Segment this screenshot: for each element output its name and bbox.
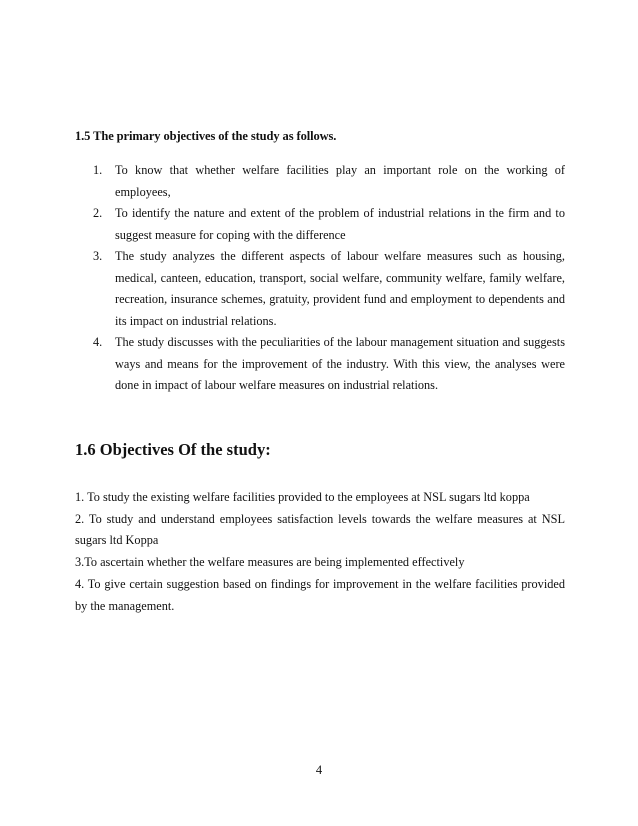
list-item — [93, 332, 565, 397]
list-item-text: To know that whether welfare facilities play an important role on the working of employees, — [115, 163, 565, 199]
paragraph-item: 1. To study the existing welfare facilities provided to the employees at NSL sugars ltd koppa — [75, 490, 530, 504]
list-item-number: 1. — [93, 163, 103, 177]
list-item — [93, 246, 565, 332]
paragraph-item: 4. To give certain suggestion based on findings for improvement in the welfare facilities provided by the management. — [75, 576, 565, 613]
list-item-number: 4. — [93, 335, 103, 349]
paragraph-item: 3.To ascertain whether the welfare measures are being implemented effectively — [75, 555, 465, 570]
list-item — [93, 160, 565, 203]
section-heading-1-6: 1.6 Objectives Of the study: — [75, 440, 271, 459]
list-item — [93, 203, 565, 246]
paragraph-item: 2. To study and understand employees satisfaction levels towards the welfare measures at NSL sugars ltd Koppa — [75, 511, 565, 548]
study-objectives-list — [75, 487, 565, 617]
section-heading-1-5: 1.5 The primary objectives of the study as follows. — [75, 129, 337, 143]
list-item-text: The study discusses with the peculiarities of the labour management situation and suggests ways and means for the improvement of the industry. With this view, the analyses were done in impact of labour welfare measures on industrial relations. — [115, 335, 565, 392]
list-item-number: 3. — [93, 249, 103, 263]
page-number: 4 — [315, 763, 323, 777]
primary-objectives-list — [93, 160, 565, 397]
list-item-text: The study analyzes the different aspects of labour welfare measures such as housing, medical, canteen, education, transport, social welfare, community welfare, family welfare, recreation, insurance schemes, gratuity, provident fund and employment to dependents and its impact on industrial relations. — [115, 249, 565, 328]
list-item-text: To identify the nature and extent of the problem of industrial relations in the firm and to suggest measure for coping with the difference — [115, 206, 565, 242]
list-item-number: 2. — [93, 206, 103, 220]
